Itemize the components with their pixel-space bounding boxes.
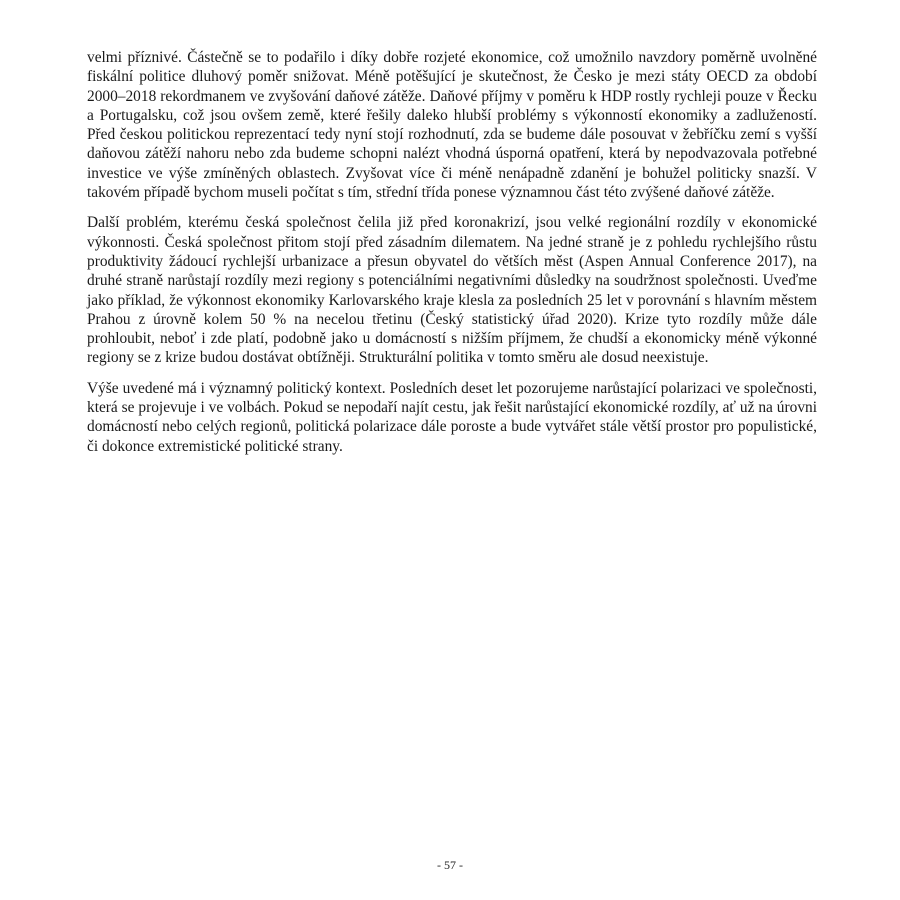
paragraph-2: Další problém, kterému česká společnost čelila již před koronakrizí, jsou velké regionální rozdíly v ekonomické výkonnosti. Česká společnost přitom stojí před zásadním dilematem. Na jedné straně je z pohledu rychlejšího růstu produktivity žádoucí rychlejší urbanizace a přesun obyvatel do větších měst (Aspen Annual Conference 2017), na druhé straně narůstají rozdíly mezi regiony s potenciálními negativními důsledky na soudržnost společnosti. Uveďme jako příklad, že výkonnost ekonomiky Karlovarského kraje klesla za posledních 25 let v porovnání s hlavním městem Prahou z úrovně kolem 50 % na necelou třetinu (Český statistický úřad 2020). Krize tyto rozdíly může dále prohloubit, neboť i zde platí, podobně jako u domácností s nižším příjmem, že chudší a ekonomicky méně výkonné regiony se z krize budou dostávat obtížněji. Strukturální politika v tomto směru ale dosud neexistuje.	[87, 214, 817, 367]
page-number: - 57 -	[437, 858, 463, 872]
paragraph-1: velmi příznivé. Částečně se to podařilo i díky dobře rozjeté ekonomice, což umožnilo navzdory poměrně uvolněné fiskální politice dluhový poměr snižovat. Méně potěšující je skutečnost, že Česko je mezi státy OECD za období 2000–2018 rekordmanem ve zvyšování daňové zátěže. Daňové příjmy v poměru k HDP rostly rychleji pouze v Řecku a Portugalsku, což jsou ovšem země, které řešily daleko hlubší problémy s výkonností ekonomiky a zadlužeností. Před českou politickou reprezentací tedy nyní stojí rozhodnutí, zda se budeme dále posouvat v žebříčku zemí s vyšší daňovou zátěží nahoru nebo zda budeme schopni nalézt vhodná úsporná opatření, která by nepodvazovala potřebné investice ve výše zmíněných oblastech. Zvyšovat více či méně nenápadně zdanění je bohužel politicky snazší. V takovém případě bychom museli počítat s tím, střední třída ponese významnou část této zvýšené daňové zátěže.	[87, 49, 817, 202]
paragraph-3: Výše uvedené má i významný politický kontext. Posledních deset let pozorujeme narůstající polarizaci ve společnosti, která se projevuje i ve volbách. Pokud se nepodaří najít cestu, jak řešit narůstající ekonomické rozdíly, ať už na úrovni domácností nebo celých regionů, politická polarizace dále poroste a bude vytvářet stále větší prostor pro populistické, či dokonce extremistické politické strany.	[87, 379, 817, 455]
body-text	[87, 48, 817, 467]
